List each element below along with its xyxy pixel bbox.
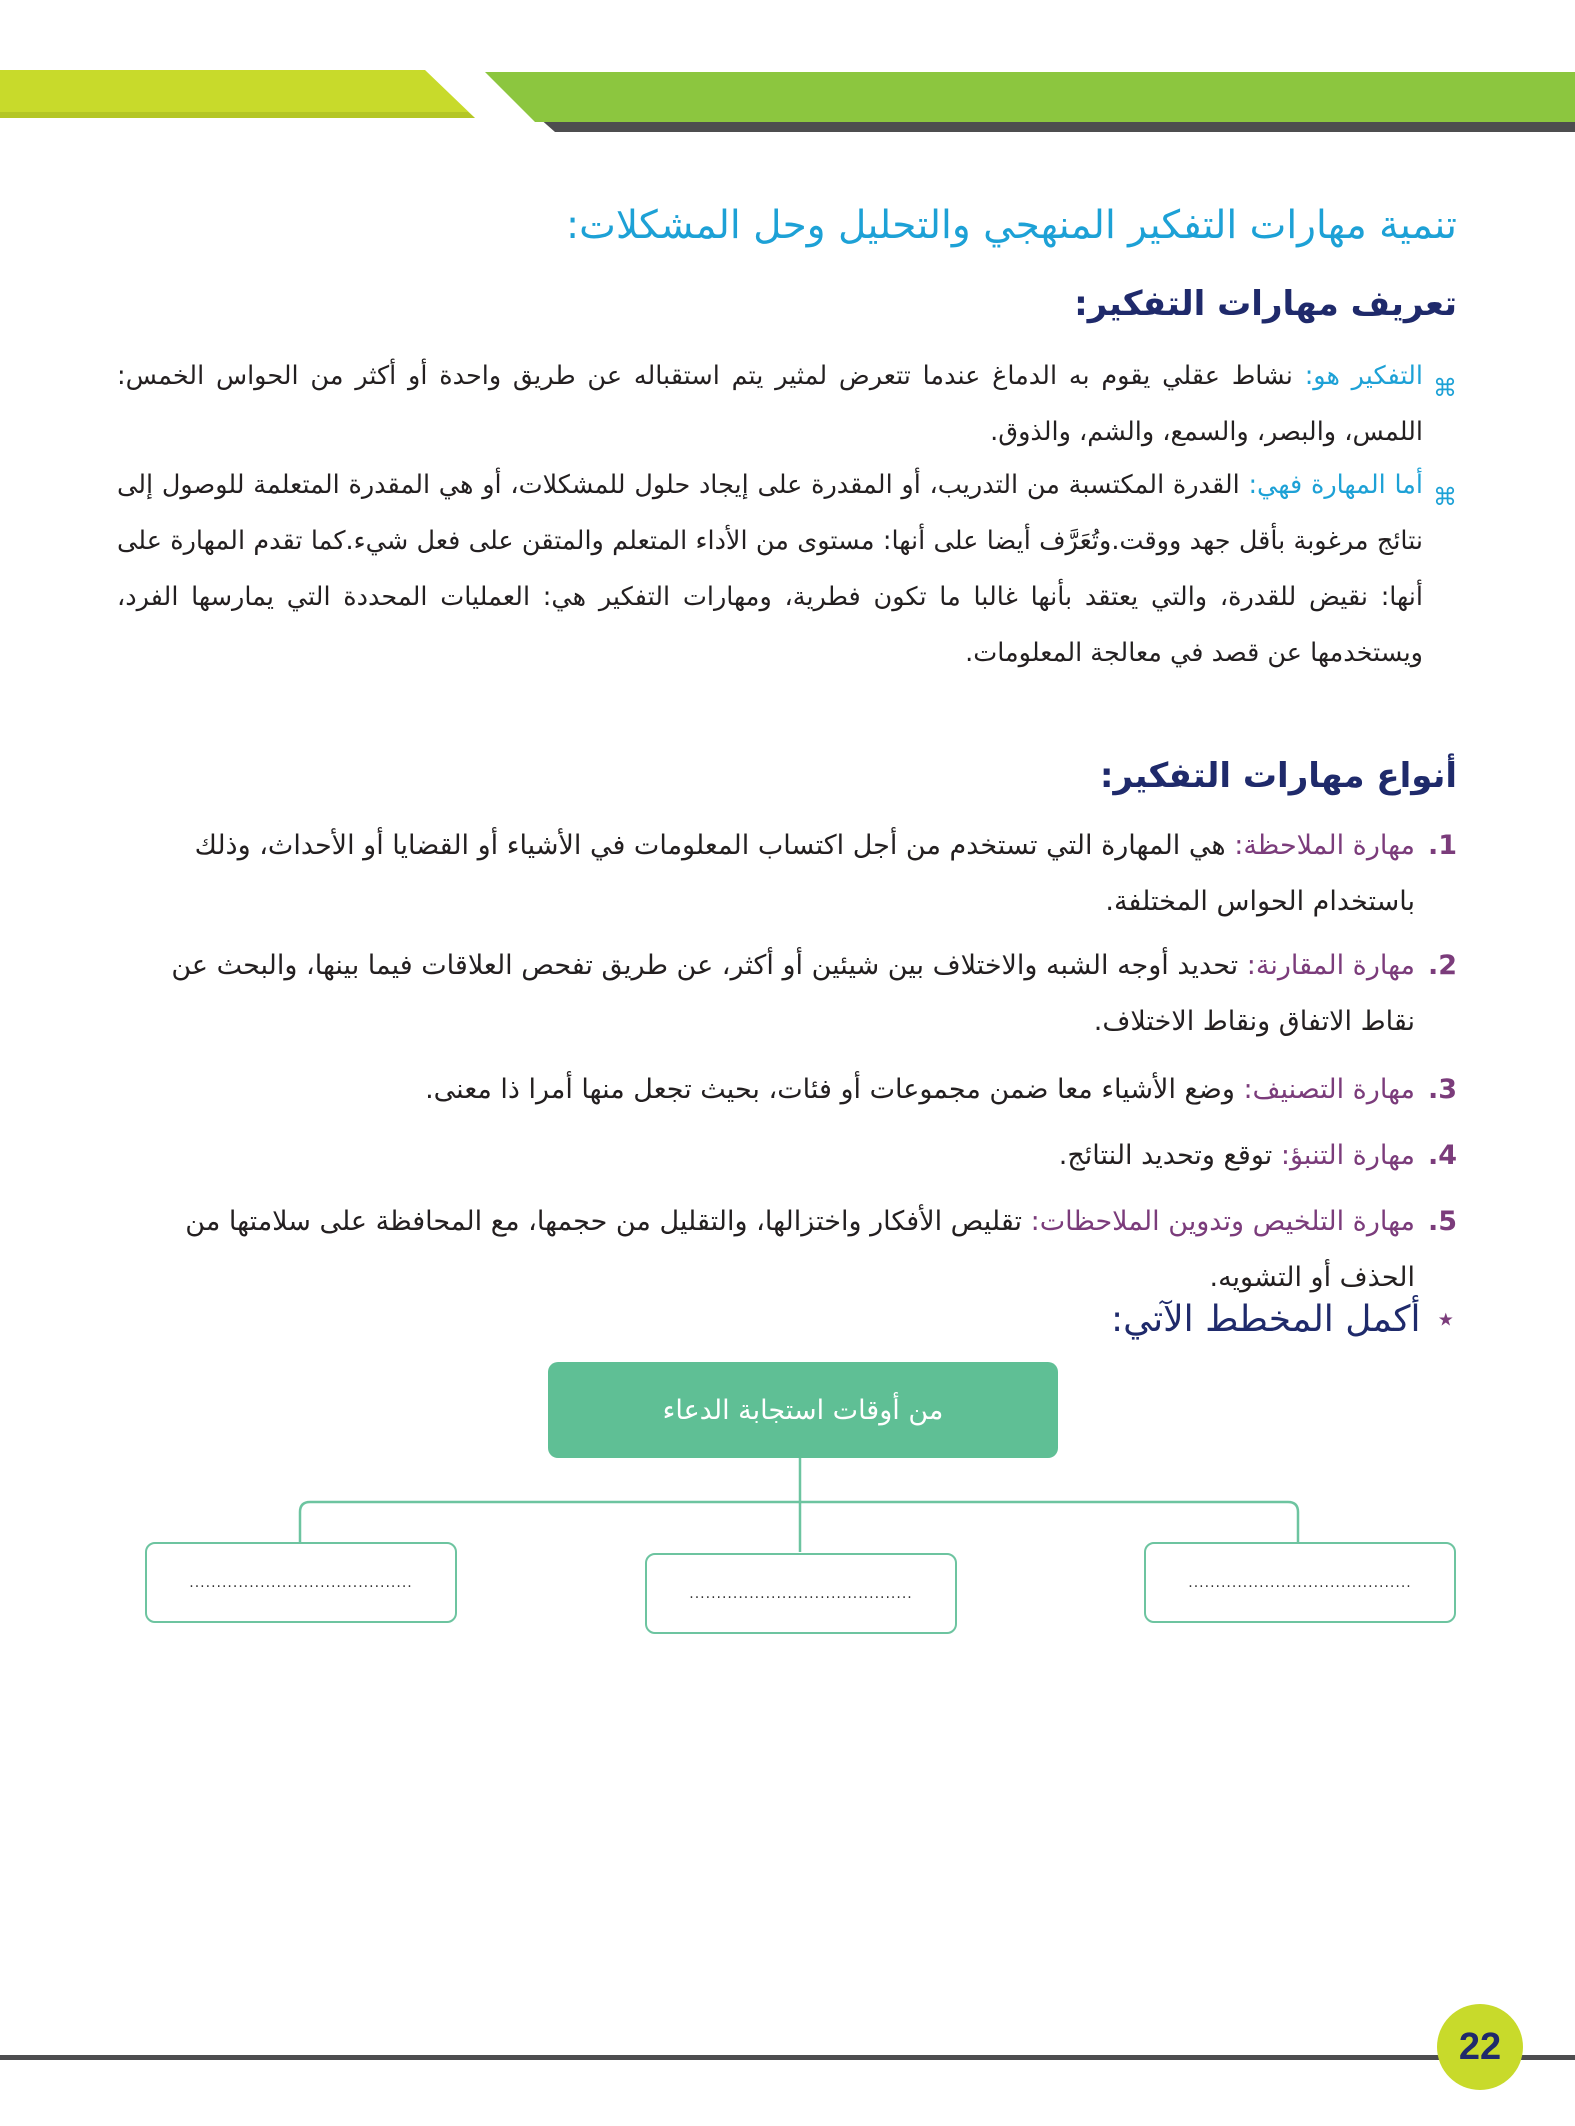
item-number: 3.: [1427, 1074, 1457, 1105]
bullet-diamond-icon: ⌘: [1433, 483, 1457, 511]
skill-term: مهارة التنبؤ:: [1280, 1140, 1415, 1171]
banner-green-strip: [485, 72, 1575, 122]
item-number: 2.: [1427, 950, 1457, 981]
list-item: [167, 1062, 1457, 1118]
diagram-answer-box-right[interactable]: .........................................: [1144, 1542, 1456, 1623]
item-number: 5.: [1427, 1206, 1457, 1237]
list-item: [167, 818, 1457, 930]
definition-bullet-skill: [117, 457, 1457, 681]
types-heading: أنواع مهارات التفكير:: [1099, 756, 1457, 796]
term-thinking: التفكير هو:: [1304, 361, 1423, 391]
section-title: تنمية مهارات التفكير المنهجي والتحليل وحل المشكلات:: [565, 203, 1457, 248]
exercise-prompt-text: أكمل المخطط الآتي:: [1110, 1299, 1421, 1340]
diagram-root-box: من أوقات استجابة الدعاء: [548, 1362, 1058, 1458]
skill-term: مهارة التصنيف:: [1243, 1074, 1415, 1105]
thinking-definition-text: نشاط عقلي يقوم به الدماغ عندما تتعرض لمثير يتم استقباله عن طريق واحدة أو أكثر من الحواس الخمس: اللمس، والبصر، والسمع، والشم، والذوق.: [117, 361, 1423, 447]
banner-lime-shadow: [0, 112, 475, 118]
item-number: 4.: [1427, 1140, 1457, 1171]
skill-term: مهارة الملاحظة:: [1234, 830, 1415, 861]
skill-description: تقليص الأفكار واختزالها، والتقليل من حجمها، مع المحافظة على سلامتها من الحذف أو التشويه.: [185, 1206, 1415, 1293]
skill-definition-text: القدرة المكتسبة من التدريب، أو المقدرة على إيجاد حلول للمشكلات، أو هي المقدرة المتعلمة للوصول إلى نتائج مرغوبة بأقل جهد ووقت.وتُعَرَّف أيضا على أنها: مستوى من الأداء المتعلم والمتقن على فعل شيء.كما تقدم المهارة على أنها: نقيض للقدرة، والتي يعتقد بأنها غالبا ما تكون فطرية، ومهارات التفكير هي: العمليات المحددة التي يمارسها الفرد، ويستخدمها عن قصد في معالجة المعلومات.: [117, 470, 1423, 668]
skill-description: وضع الأشياء معا ضمن مجموعات أو فئات، بحيث تجعل منها أمرا ذا معنى.: [425, 1074, 1244, 1105]
skill-description: هي المهارة التي تستخدم من أجل اكتساب المعلومات في الأشياء أو القضايا أو الأحداث، وذلك باستخدام الحواس المختلفة.: [194, 830, 1415, 917]
top-banner: [0, 0, 1575, 140]
star-icon: ⋆: [1434, 1299, 1457, 1340]
skill-description: توقع وتحديد النتائج.: [1058, 1140, 1281, 1171]
list-item: [167, 938, 1457, 1050]
diagram-answer-box-middle[interactable]: .........................................: [645, 1553, 957, 1634]
page-number-badge: 22: [1437, 2004, 1523, 2090]
skills-list: [167, 818, 1457, 1306]
diagram-answer-box-left[interactable]: .........................................: [145, 1542, 457, 1623]
banner-lime-strip: [0, 70, 475, 118]
exercise-prompt: [657, 1290, 1457, 1350]
footer-line: [0, 2055, 1575, 2061]
skill-description: تحديد أوجه الشبه والاختلاف بين شيئين أو أكثر، عن طريق تفحص العلاقات فيما بينها، والبحث عن نقاط الاتفاق ونقاط الاختلاف.: [171, 950, 1415, 1037]
concept-diagram: [0, 1350, 1575, 1670]
definition-bullet-thinking: [117, 348, 1457, 460]
item-number: 1.: [1427, 830, 1457, 861]
bullet-diamond-icon: ⌘: [1433, 374, 1457, 402]
list-item: [167, 1128, 1457, 1184]
definition-heading: تعريف مهارات التفكير:: [1074, 284, 1457, 324]
skill-term: مهارة التلخيص وتدوين الملاحظات:: [1030, 1206, 1415, 1237]
term-skill: أما المهارة فهي:: [1248, 470, 1423, 500]
skill-term: مهارة المقارنة:: [1246, 950, 1415, 981]
